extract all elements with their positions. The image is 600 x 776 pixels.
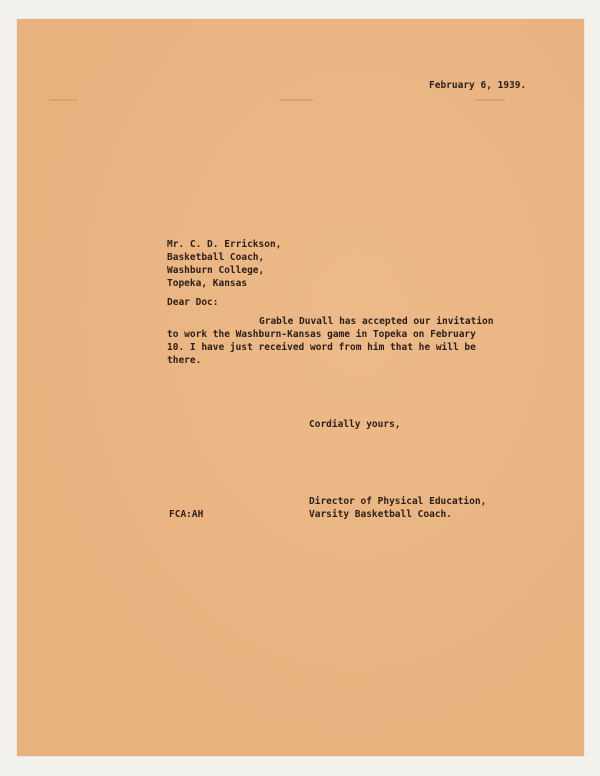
letter-date: February 6, 1939. [429,80,527,91]
typist-initials: FCA:AH [169,509,204,520]
body-line: to work the Washburn-Kansas game in Topeka on February [167,329,476,340]
show-through-mark [475,99,505,101]
show-through-mark [279,99,313,101]
body-line: Grable Duvall has accepted our invitation [259,316,494,327]
recipient-line: Mr. C. D. Errickson, [167,239,282,250]
body-line: 10. I have just received word from him that he will be [167,342,476,353]
closing: Cordially yours, [309,419,401,430]
signature-line: Varsity Basketball Coach. [309,509,452,520]
body-line: there. [167,355,202,366]
letter-page [17,19,584,756]
recipient-line: Washburn College, [167,265,265,276]
recipient-line: Basketball Coach, [167,252,265,263]
recipient-line: Topeka, Kansas [167,278,248,289]
signature-line: Director of Physical Education, [309,496,487,507]
show-through-mark [49,99,77,101]
salutation: Dear Doc: [167,297,219,308]
